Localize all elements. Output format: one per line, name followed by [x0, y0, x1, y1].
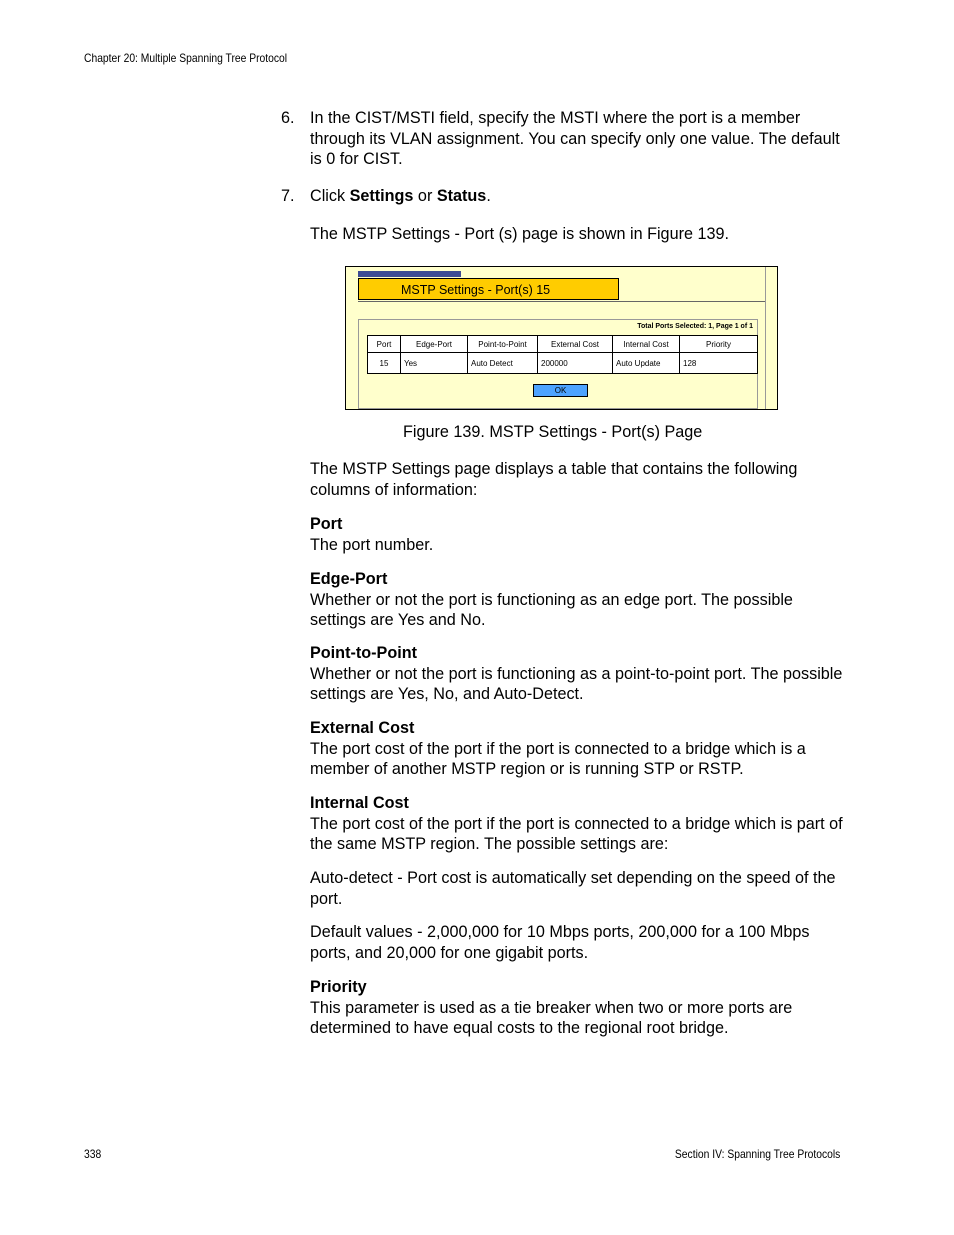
- section-footer: Section IV: Spanning Tree Protocols: [674, 1147, 840, 1161]
- definition-term: Port: [310, 515, 343, 533]
- definition-desc: Whether or not the port is functioning as an edge port. The possible settings are Yes and No.: [310, 590, 793, 629]
- step-text: In the CIST/MSTI field, specify the MSTI where the port is a member through its VLAN assignment. You can specify only one value. The default is 0 for CIST.: [310, 109, 840, 168]
- table-cell: Auto Update: [613, 353, 680, 374]
- column-header: Priority: [680, 336, 758, 353]
- right-edge-band: [765, 267, 778, 409]
- definition-edge-port: [310, 569, 845, 631]
- ok-button[interactable]: OK: [533, 384, 588, 397]
- title-tab-decoration: [358, 271, 461, 277]
- status-term: Status: [436, 187, 487, 205]
- step-text-middle: or: [413, 187, 437, 205]
- table-cell: Yes: [401, 353, 468, 374]
- definition-term: Point-to-Point: [310, 644, 417, 662]
- table-cell: 200000: [538, 353, 613, 374]
- definition-desc: This parameter is used as a tie breaker when two or more ports are determined to have equal costs to the regional root bridge.: [310, 998, 793, 1037]
- ports-panel: [358, 319, 758, 409]
- table-header-row: [368, 336, 758, 353]
- step-number: 7.: [281, 187, 295, 205]
- definition-term: Internal Cost: [310, 794, 409, 812]
- internal-cost-option: Default values - 2,000,000 for 10 Mbps ports, 200,000 for a 100 Mbps ports, and 20,000 for one gigabit ports.: [310, 923, 810, 962]
- running-header: Chapter 20: Multiple Spanning Tree Protocol: [84, 51, 288, 65]
- definition-desc: The port cost of the port if the port is connected to a bridge which is a member of another MSTP region or is running STP or RSTP.: [310, 739, 806, 778]
- definition-term: External Cost: [310, 719, 415, 737]
- total-ports-text: Total Ports Selected: 1, Page 1 of 1: [637, 323, 753, 330]
- figure-caption: Figure 139. MSTP Settings - Port(s) Page: [403, 423, 703, 441]
- ports-table: [367, 335, 758, 374]
- definition-desc: Whether or not the port is functioning as a point-to-point port. The possible settings are Yes, No, and Auto-Detect.: [310, 664, 843, 703]
- column-header: Internal Cost: [613, 336, 680, 353]
- definition-desc: The port number.: [310, 535, 434, 554]
- internal-cost-option: Auto-detect - Port cost is automatically set depending on the speed of the port.: [310, 869, 836, 908]
- definition-port: [310, 514, 845, 555]
- figure-intro: The MSTP Settings - Port (s) page is shown in Figure 139.: [310, 225, 729, 243]
- definition-term: Edge-Port: [310, 570, 388, 588]
- title-divider: [358, 301, 777, 302]
- mstp-settings-figure: [345, 266, 778, 410]
- step-number: 6.: [281, 109, 295, 127]
- step-text: [310, 186, 845, 207]
- definition-priority: [310, 977, 845, 1039]
- figure-page-title: MSTP Settings - Port(s) 15: [358, 278, 619, 300]
- page-number: 338: [84, 1147, 102, 1161]
- definition-internal-cost: [310, 793, 845, 855]
- column-header: Port: [368, 336, 401, 353]
- table-row[interactable]: [368, 353, 758, 374]
- definition-point-to-point: [310, 643, 845, 705]
- table-cell: 128: [680, 353, 758, 374]
- column-header: Edge-Port: [401, 336, 468, 353]
- column-header: External Cost: [538, 336, 613, 353]
- table-intro: The MSTP Settings page displays a table that contains the following columns of information:: [310, 460, 798, 499]
- column-header: Point-to-Point: [468, 336, 538, 353]
- table-cell: Auto Detect: [468, 353, 538, 374]
- step-text-suffix: .: [486, 187, 491, 205]
- settings-term: Settings: [349, 187, 414, 205]
- definition-external-cost: [310, 718, 845, 780]
- definition-term: Priority: [310, 978, 367, 996]
- definition-desc: The port cost of the port if the port is connected to a bridge which is part of the same MSTP region. The possible settings are:: [310, 814, 843, 853]
- step-text-prefix: Click: [310, 187, 350, 205]
- table-cell: 15: [368, 353, 401, 374]
